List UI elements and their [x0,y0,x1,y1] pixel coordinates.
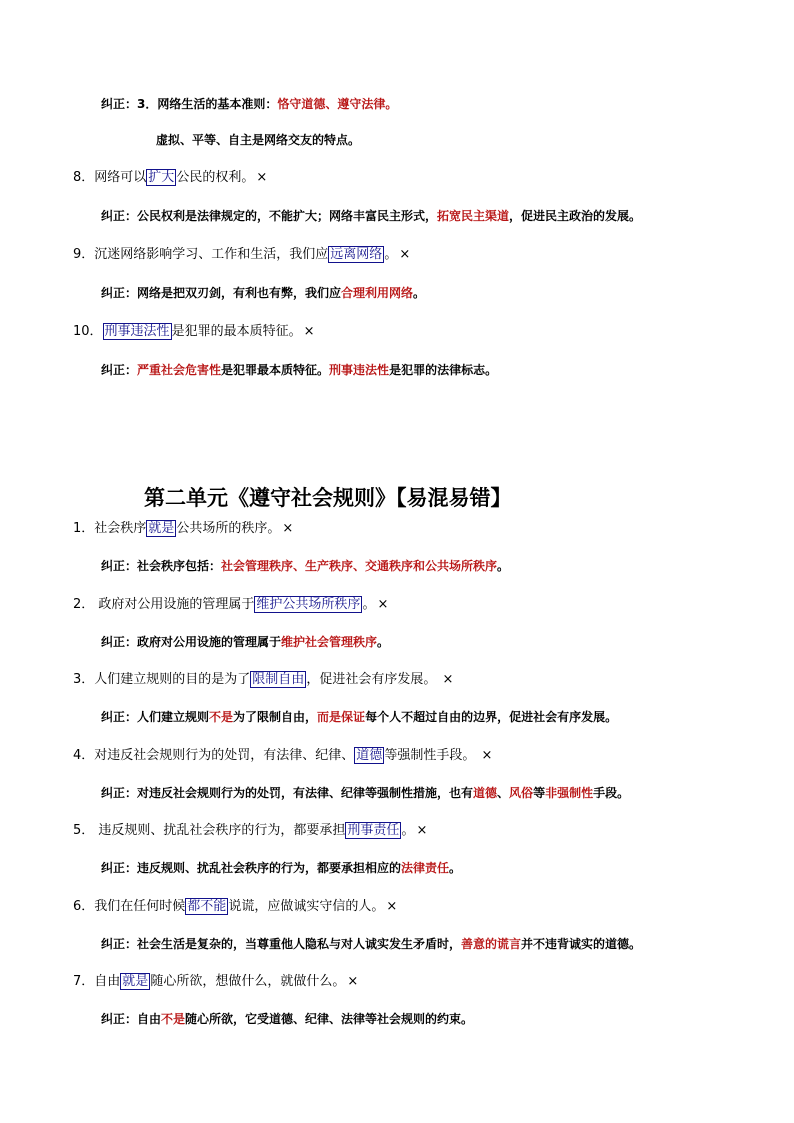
statement-number: 6． [73,898,95,914]
statement-line [73,974,358,990]
statement-boxed-term: 就是 [122,974,149,989]
top-correction-prefix: 纠正：3．网络生活的基本准则： [101,97,278,111]
correction-text: 纠正：社会秩序包括： [101,559,222,573]
section-title: 第二单元《遵守社会规则》【易混易错】 [144,486,512,510]
correction-line [101,709,617,725]
statement-boxed-term: 刑事违法性 [104,324,170,339]
statement-text: 我们在任何时候 [94,898,186,914]
correction-text: 。 [449,861,462,875]
correction-text: 纠正：自由 [101,1012,162,1026]
statement-number: 9． [73,247,95,262]
wrong-mark: × [377,596,389,612]
statement-text-tail: 等强制性手段。 [384,747,476,763]
statement-text: 人们建立规则的目的是为了 [94,672,251,687]
correction-highlight: 法律责任 [401,861,450,875]
statement-number: 3． [73,672,95,687]
correction-line [101,634,389,650]
wrong-mark: × [438,672,454,687]
correction-text: 是犯罪的法律标志。 [389,363,498,377]
correction-text: 随心所欲，它受道德、纪律、法律等社会规则的约束。 [185,1012,474,1026]
statement-text-tail: 随心所欲，想做什么，就做什么。 [150,974,346,989]
statement-text-tail: 。 [401,823,415,838]
wrong-mark: × [347,974,359,989]
statement-text-tail: 。 [384,247,398,262]
correction-highlight: 而是保证 [317,710,366,724]
statement-text-tail: 说谎，应做诚实守信的人。 [228,898,385,914]
correction-text: 。 [413,286,426,300]
correction-text: 纠正：公民权利是法律规定的，不能扩大；网络丰富民主形式， [101,209,438,223]
correction-highlight: 风俗 [509,785,534,800]
correction-text: 等 [533,785,546,800]
statement-text: 对违反社会规则行为的处罚，有法律、纪律、 [94,747,355,763]
statement-line [73,521,293,537]
statement-number: 10． [73,324,103,339]
correction-line [101,208,641,224]
statement-line [73,247,410,263]
wrong-mark: × [416,823,428,838]
top-sub-line: 虚拟、平等、自主是网络交友的特点。 [156,133,361,147]
statement-boxed-term: 刑事责任 [347,823,400,838]
top-correction-line [101,96,397,112]
statement-text-tail: 。 [362,596,376,612]
wrong-mark: × [399,247,411,262]
correction-text: 手段。 [593,785,630,800]
statement-text: 网络可以 [94,170,147,185]
statement-line [73,597,388,613]
correction-line [101,936,641,952]
wrong-mark: × [477,747,493,763]
correction-text: 纠正：违反规则、扰乱社会秩序的行为，都要承担相应的 [101,861,402,875]
correction-highlight: 刑事违法性 [329,363,390,377]
statement-boxed-term: 都不能 [187,898,227,914]
correction-highlight: 善意的谎言 [461,936,522,951]
statement-boxed-term: 就是 [148,521,175,536]
correction-text: ，促进民主政治的发展。 [509,209,642,223]
correction-line [101,860,461,876]
statement-text-tail: 公共场所的秩序。 [176,521,281,536]
correction-text: 纠正：政府对公用设施的管理属于 [101,634,282,649]
correction-line [101,362,497,378]
correction-highlight: 合理利用网络 [341,286,414,300]
statement-line [73,672,453,688]
statement-text-tail: 公民的权利。 [176,170,255,185]
statement-boxed-term: 维护公共场所秩序 [256,596,361,612]
correction-text: 、 [497,785,510,800]
correction-highlight: 道德 [473,785,498,800]
statement-text: 自由 [94,974,121,989]
wrong-mark: × [303,324,315,339]
correction-highlight: 社会管理秩序、生产秩序、交通秩序和公共场所秩序 [221,559,498,573]
statement-text-tail: ，促进社会有序发展。 [306,672,437,687]
correction-text: 。 [377,634,390,649]
statement-text: 违反规则、扰乱社会秩序的行为，都要承担 [94,823,346,838]
statement-number: 1． [73,521,95,536]
statement-number: 4． [73,747,95,763]
correction-text: 每个人不超过自由的边界，促进社会有序发展。 [365,710,618,724]
wrong-mark: × [282,521,294,536]
correction-text: 纠正： [101,363,138,377]
statement-text-tail: 是犯罪的最本质特征。 [171,324,302,339]
correction-text: 纠正：社会生活是复杂的，当尊重他人隐私与对人诚实发生矛盾时， [101,936,462,951]
statement-line [73,899,397,915]
statement-text: 社会秩序 [94,521,147,536]
statement-boxed-term: 扩大 [148,170,175,185]
top-correction-highlight: 恪守道德、遵守法律。 [277,97,398,111]
correction-line [101,558,509,574]
correction-highlight: 非强制性 [545,785,594,800]
wrong-mark: × [386,898,398,914]
correction-text: 纠正：对违反社会规则行为的处罚，有法律、纪律等强制性措施，也有 [101,785,474,800]
wrong-mark: × [256,170,268,185]
correction-text: 并不违背诚实的道德。 [521,936,642,951]
statement-number: 7． [73,974,95,989]
correction-text: 是犯罪最本质特征。 [221,363,330,377]
statement-text: 沉迷网络影响学习、工作和生活，我们应 [94,247,329,262]
statement-boxed-term: 道德 [356,747,383,763]
statement-line [73,823,427,839]
correction-highlight: 拓宽民主渠道 [437,209,510,223]
correction-text: 纠正：人们建立规则 [101,710,210,724]
statement-line [73,170,267,186]
correction-highlight: 不是 [209,710,234,724]
correction-line [101,1011,473,1027]
statement-number: 8． [73,170,95,185]
correction-text: 为了限制自由， [233,710,318,724]
statement-line [73,324,314,340]
correction-line [101,285,425,301]
correction-text: 。 [497,559,510,573]
correction-line [101,785,629,801]
statement-text: 政府对公用设施的管理属于 [94,596,255,612]
correction-highlight: 严重社会危害性 [137,363,222,377]
statement-number: 2． [73,596,95,612]
statement-boxed-term: 远离网络 [330,247,383,262]
correction-highlight: 维护社会管理秩序 [281,634,378,649]
correction-highlight: 不是 [161,1012,186,1026]
statement-number: 5． [73,823,95,838]
statement-line [73,748,492,764]
correction-text: 纠正：网络是把双刃剑，有利也有弊，我们应 [101,286,342,300]
statement-boxed-term: 限制自由 [252,672,305,687]
